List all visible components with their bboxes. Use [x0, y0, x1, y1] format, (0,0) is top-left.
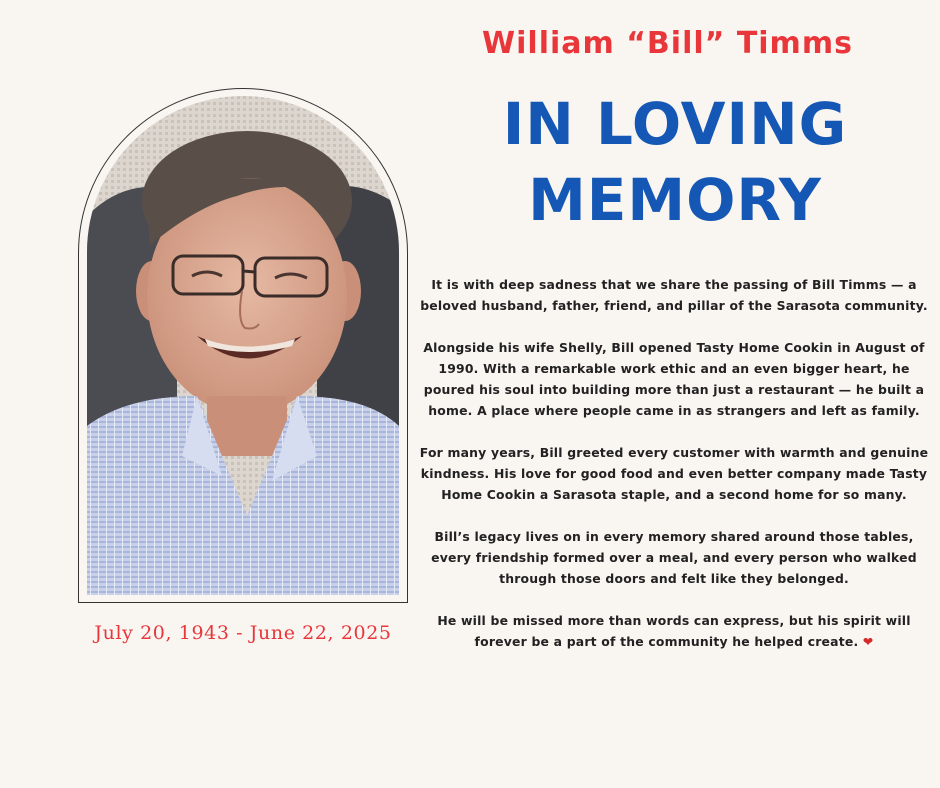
headline-line-1: IN LOVING	[502, 90, 848, 158]
paragraph-2: Alongside his wife Shelly, Bill opened Tasty Home Cookin in August of 1990. With a remarkable work ethic and an even bigger heart, he poured his soul into building more than just a restaurant — he built a home. A place where people came in as strangers and left as family.	[423, 340, 925, 418]
paragraph-4: Bill’s legacy lives on in every memory shared around those tables, every friendship formed over a meal, and every person who walked through those doors and felt like they belonged.	[431, 529, 917, 586]
headline-line-2: MEMORY	[528, 166, 822, 234]
paragraph-3: For many years, Bill greeted every customer with warmth and genuine kindness. His love for good food and even better company made Tasty Home Cookin a Sarasota staple, and a second home for so many.	[419, 445, 929, 502]
paragraph-1: It is with deep sadness that we share the passing of Bill Timms — a beloved husband, father, friend, and pillar of the Sarasota community.	[420, 277, 928, 313]
obituary-text	[418, 274, 930, 673]
heart-icon: ❤	[862, 634, 874, 649]
paragraph-5-text: He will be missed more than words can express, but his spirit will forever be a part of the community he helped create.	[437, 613, 911, 649]
portrait-photo	[87, 96, 399, 595]
paragraph-5	[418, 610, 930, 652]
memorial-headline	[440, 86, 910, 238]
memorial-name: William “Bill” Timms	[482, 26, 853, 61]
life-dates: July 20, 1943 - June 22, 2025	[94, 622, 392, 644]
